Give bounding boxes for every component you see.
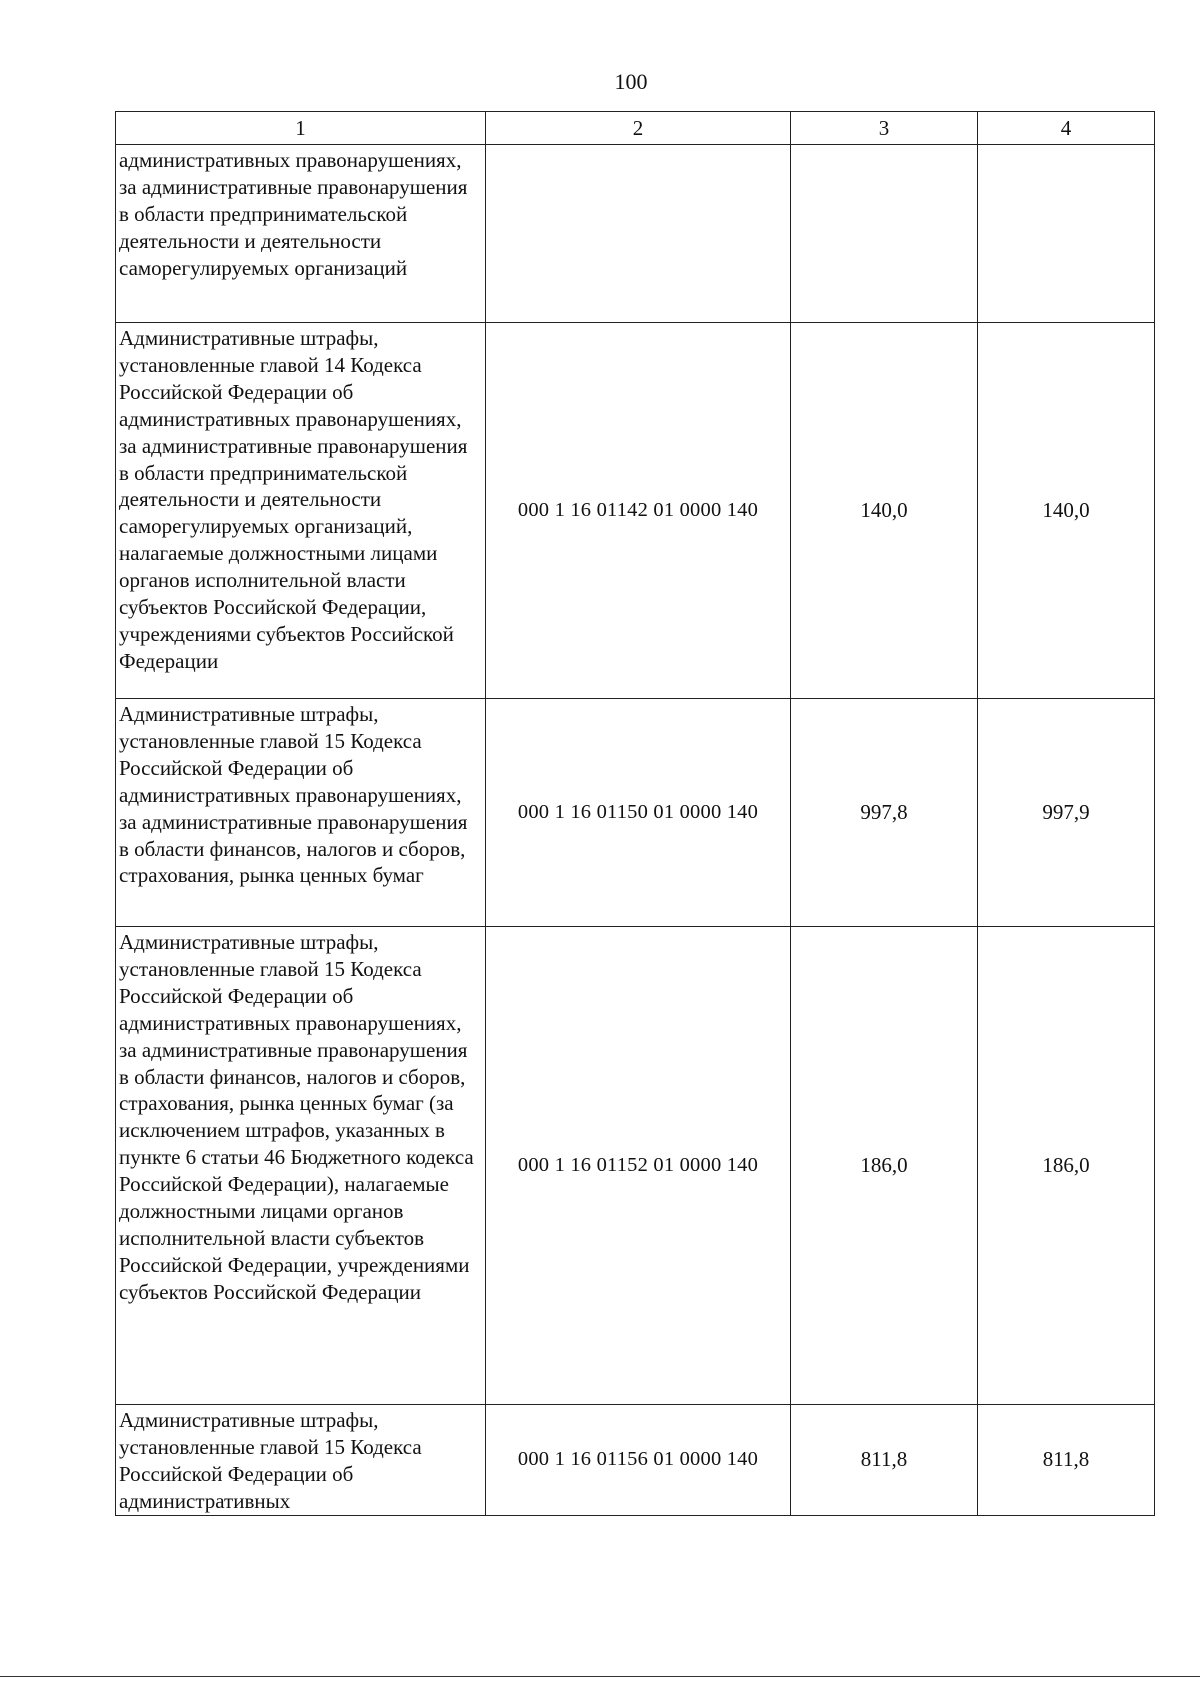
row-code: 000 1 16 01152 01 0000 140 — [486, 927, 791, 1405]
row-value-col4: 811,8 — [978, 1405, 1155, 1516]
row-value-col3: 811,8 — [791, 1405, 978, 1516]
row-description: административных правонарушениях, за административные правонарушения в области предпринимательской деятельности и деятельности саморегулируемых организаций — [116, 145, 486, 323]
row-description: Административные штрафы, установленные главой 15 Кодекса Российской Федерации об административных правонарушениях, за административные правонарушения в области финансов, налогов и сборов, страхования, рынка ценных бумаг (за исключением штрафов, указанных в пункте 6 статьи 46 Бюджетного кодекса Российской Федерации), налагаемые должностными лицами органов исполнительной власти субъектов Российской Федерации, учреждениями субъектов Российской Федерации — [116, 927, 486, 1405]
row-value-col4: 997,9 — [978, 699, 1155, 927]
row-description: Административные штрафы, установленные главой 15 Кодекса Российской Федерации об административных правонарушениях, за административные правонарушения в области финансов, налогов и сборов, страхования, рынка ценных бумаг — [116, 699, 486, 927]
row-description: Административные штрафы, установленные главой 15 Кодекса Российской Федерации об административных — [116, 1405, 486, 1516]
row-code: 000 1 16 01150 01 0000 140 — [486, 699, 791, 927]
column-header-3: 3 — [791, 112, 978, 145]
table-header-row — [116, 112, 1155, 145]
row-description: Административные штрафы, установленные главой 14 Кодекса Российской Федерации об административных правонарушениях, за административные правонарушения в области предпринимательской деятельности и деятельности саморегулируемых организаций, налагаемые должностными лицами органов исполнительной власти субъектов Российской Федерации, учреждениями субъектов Российской Федерации — [116, 323, 486, 699]
column-header-2: 2 — [486, 112, 791, 145]
table-row — [116, 323, 1155, 699]
row-value-col3: 997,8 — [791, 699, 978, 927]
row-code: 000 1 16 01142 01 0000 140 — [486, 323, 791, 699]
row-value-col3: 140,0 — [791, 323, 978, 699]
table-row — [116, 927, 1155, 1405]
row-code — [486, 145, 791, 323]
table-row — [116, 1405, 1155, 1516]
column-header-1: 1 — [116, 112, 486, 145]
bottom-divider — [0, 1676, 1200, 1677]
budget-table — [115, 111, 1155, 1516]
page-number: 100 — [614, 69, 648, 94]
row-value-col3 — [791, 145, 978, 323]
row-value-col4: 186,0 — [978, 927, 1155, 1405]
row-code: 000 1 16 01156 01 0000 140 — [486, 1405, 791, 1516]
row-value-col4 — [978, 145, 1155, 323]
table-row — [116, 145, 1155, 323]
column-header-4: 4 — [978, 112, 1155, 145]
row-value-col3: 186,0 — [791, 927, 978, 1405]
row-value-col4: 140,0 — [978, 323, 1155, 699]
table-row — [116, 699, 1155, 927]
